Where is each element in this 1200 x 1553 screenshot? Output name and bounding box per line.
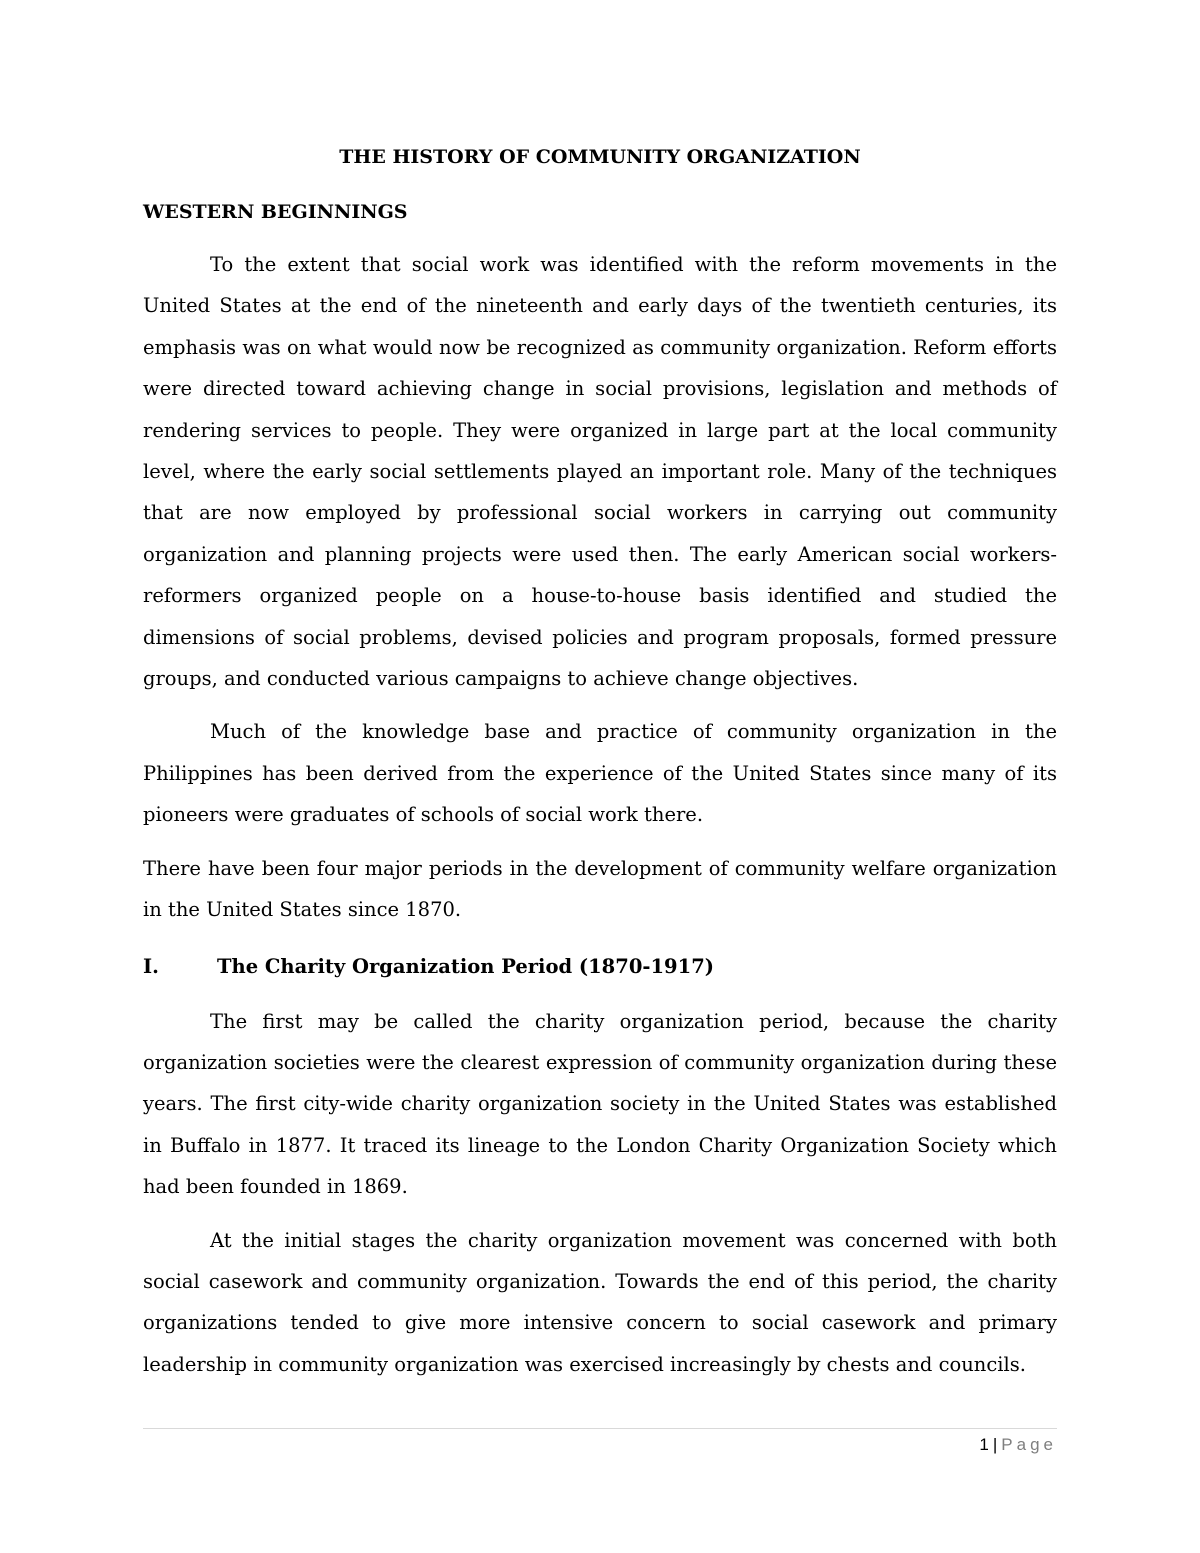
paragraph-initial-stages: At the initial stages the charity organization movement was concerned with both social casework and community organization. Towards the end of this period, the charity organizations tended to give more intensive concern to social casework and primary leadership in community organization was exercised increasingly by chests and councils. bbox=[143, 1228, 1057, 1376]
section-heading-western-beginnings: WESTERN BEGINNINGS bbox=[143, 201, 408, 223]
page-content bbox=[143, 143, 1057, 1397]
page-footer bbox=[979, 1434, 1057, 1456]
paragraph-reform-movements: To the extent that social work was identified with the reform movements in the United States at the end of the nineteenth and early days of the twentieth centuries, its emphasis was on what would now be recognized as community organization. Reform efforts were directed toward achieving change in social provisions, legislation and methods of rendering services to people. They were organized in large part at the local community level, where the early social settlements played an important role. Many of the techniques that are now employed by professional social workers in carrying out community organization and planning projects were used then. The early American social workers-reformers organized people on a house-to-house basis identified and studied the dimensions of social problems, devised policies and program proposals, formed pressure groups, and conducted various campaigns to achieve change objectives. bbox=[143, 253, 1057, 691]
paragraph-four-periods: There have been four major periods in the development of community welfare organization in the United States since 1870. bbox=[143, 856, 1057, 922]
footer-divider bbox=[143, 1428, 1057, 1429]
page-label: Page bbox=[1001, 1435, 1057, 1454]
paragraph-philippines-knowledge: Much of the knowledge base and practice of community organization in the Philippines has been derived from the experience of the United States since many of its pioneers were graduates of schools of social work there. bbox=[143, 720, 1057, 827]
period-number: I. bbox=[143, 954, 159, 978]
paragraph-charity-period: The first may be called the charity organization period, because the charity organization societies were the clearest expression of community organization during these years. The first city-wide charity organization society in the United States was established in Buffalo in 1877. It traced its lineage to the London Charity Organization Society which had been founded in 1869. bbox=[143, 1009, 1057, 1199]
document-title: THE HISTORY OF COMMUNITY ORGANIZATION bbox=[339, 146, 861, 168]
period-title: The Charity Organization Period (1870-1917) bbox=[217, 954, 714, 978]
page-separator: | bbox=[992, 1435, 998, 1454]
period-heading bbox=[143, 953, 1057, 981]
page-number: 1 bbox=[979, 1435, 989, 1454]
